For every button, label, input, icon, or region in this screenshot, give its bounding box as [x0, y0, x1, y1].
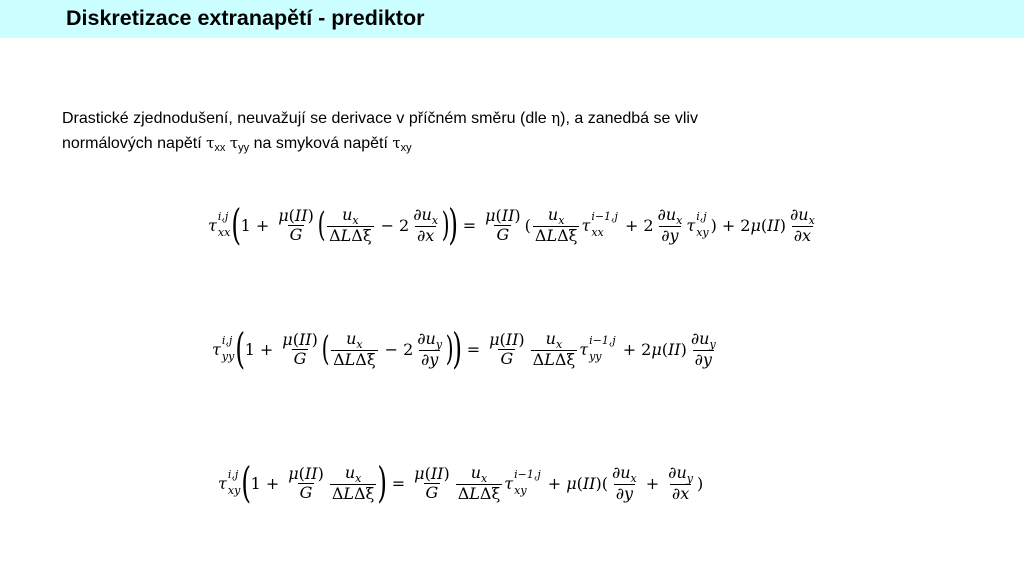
sub-xx: xx	[214, 142, 226, 154]
tau-symbol-3: τ	[392, 134, 401, 152]
slide-title: Diskretizace extranapětí - prediktor	[66, 6, 425, 30]
equation-tau-xy: τ i,j xy ( 1 + $\frac{\mu(II)}{G}$ $\frac{u_x}{\text{ΔLΔξ}}$ ) = $\frac{\mu(II)}{G}$ $\frac{u_x}{\text{ΔLΔξ}}$ τ i−1,j xy + μ ( II )( $\frac{\partial u_x}{\partial y}$ + $\frac{\partial u_y}{\partial x}$ )	[218, 458, 704, 507]
intro-text-3: normálových napětí	[62, 135, 207, 152]
intro-paragraph	[62, 106, 962, 156]
intro-text-1: Drastické zjednodušení, neuvažují se derivace v příčném směru (dle	[62, 110, 552, 127]
tau-symbol-1: τ	[206, 134, 215, 152]
equation-tau-xx: τ i,j xx ( 1 + $\frac{\mu(II)}{G}$ ( $\frac{u_x}{\text{ΔLΔξ}}$ − 2 $\frac{\partial u_x}{\partial x}$ ) ) = $\frac{\mu(II)}{G}$ ( $\frac{u_x}{\text{ΔLΔξ}}$ τ i−1,j xx + 2 $\frac{\partial u_x}{\partial y}$ τ i,j xy ) + 2 μ ( II ) $\frac{\partial u_x}{\partial x}$	[208, 200, 815, 249]
tau-symbol-2: τ	[229, 134, 239, 152]
eta-symbol: η	[551, 109, 561, 127]
sub-yy: yy	[238, 142, 250, 154]
intro-text-2: ), a zanedbá se vliv	[560, 110, 698, 127]
sub-xy: xy	[400, 142, 412, 154]
intro-text-4: na smyková napětí	[249, 135, 393, 152]
equation-tau-yy: τ i,j yy ( 1 + $\frac{\mu(II)}{G}$ ( $\frac{u_x}{\text{ΔLΔξ}}$ − 2 $\frac{\partial u_y}{\partial y}$ ) ) = $\frac{\mu(II)}{G}$ $\frac{u_x}{\text{ΔLΔξ}}$ τ i−1,j yy + 2 μ ( II ) $\frac{\partial u_y}{\partial y}$	[212, 324, 716, 373]
